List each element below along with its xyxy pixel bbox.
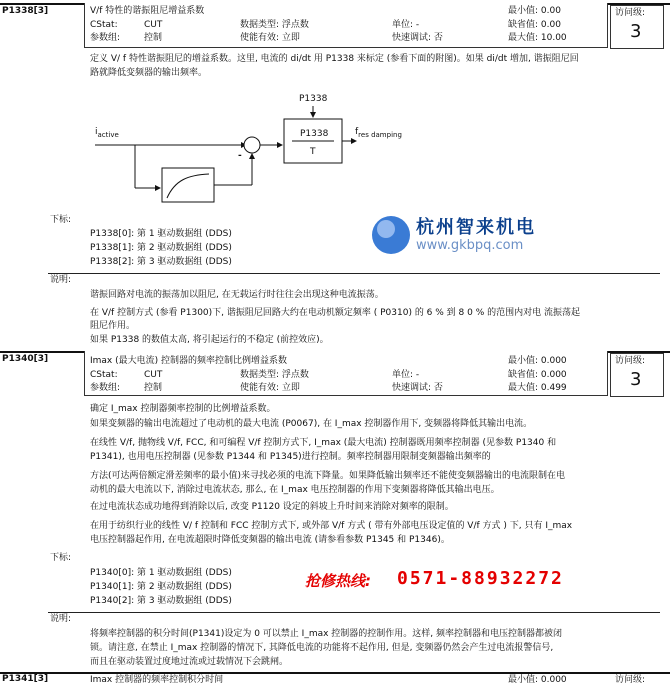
group-value: 控制 (144, 33, 163, 43)
min-value: 最小值: 0.000 (508, 675, 567, 685)
default-value: 缺省值: 0.00 (508, 20, 561, 30)
param-id: P1340[3] (2, 354, 49, 364)
desc-line: P1341), 也用电压控制器 (见参数 P1344 和 P1345)进行控制。频率控制器用限制变频器输出频率的 (90, 452, 491, 462)
datatype: 数据类型: 浮点数 (240, 20, 309, 30)
note-rule (48, 612, 660, 613)
quick-setup: 快速调试: 否 (392, 383, 443, 393)
resonance-damping-diagram (90, 88, 390, 208)
group-label: 参数组: (90, 33, 121, 43)
quick-setup: 快速调试: 否 (392, 33, 443, 43)
access-level-value: 3 (630, 369, 642, 390)
index-item: P1340[1]: 第 2 驱动数据组 (DDS) (90, 582, 232, 592)
unit: 单位: - (392, 370, 420, 380)
access-level-label: 访问级: (615, 675, 646, 685)
enable: 使能有效: 立即 (240, 33, 300, 43)
desc-line: 动机的最大电流以下, 消除过电流状态, 那么, 在 I_max 电压控制器的作用下变频器将降低其输出电压。 (90, 485, 500, 495)
input-label: $i_{active}$ (95, 127, 119, 139)
company-name: 杭州智来机电 (416, 217, 536, 238)
param-title: V/f 特性的谐振阻尼增益系数 (90, 6, 205, 16)
index-item: P1340[0]: 第 1 驱动数据组 (DDS) (90, 568, 232, 578)
output-label: $f_{res damping}$ (355, 127, 402, 139)
access-level-value: 3 (630, 21, 642, 42)
index-label: 下标: (50, 553, 72, 563)
gain-block-top: P1338 (300, 129, 329, 139)
index-item: P1340[2]: 第 3 驱动数据组 (DDS) (90, 596, 232, 606)
enable: 使能有效: 立即 (240, 383, 300, 393)
desc-line: 路就降低变频器的输出频率。 (90, 68, 208, 78)
group-value: 控制 (144, 383, 163, 393)
desc-line: 如果变频器的输出电流超过了电动机的最大电流 (P0067), 在 I_max 控制器作用下, 变频器将降低其输出电流。 (90, 419, 533, 429)
access-level-label: 访问级: (615, 8, 646, 18)
min-value: 最小值: 0.00 (508, 6, 561, 16)
desc-line: 定义 V/ f 特性谐振阻尼的增益系数。这里, 电流的 di/dt 用 P1338 来标定 (参看下面的附图)。如果 di/dt 增加, 谐振阻尼回 (90, 54, 579, 64)
param-title: Imax 控制器的频率控制积分时间 (90, 675, 224, 685)
default-value: 缺省值: 0.000 (508, 370, 567, 380)
note-label: 说明: (50, 275, 72, 285)
group-label: 参数组: (90, 383, 121, 393)
note-label: 说明: (50, 614, 72, 624)
cstat-label: CStat: (90, 370, 118, 380)
note-line: 如果 P1338 的数值太高, 将引起运行的不稳定 (前控效应)。 (90, 335, 329, 345)
summing-junction (244, 137, 260, 153)
min-value: 最小值: 0.000 (508, 356, 567, 366)
desc-line: 方法(可达两倍额定滑差频率的最小值)来寻找必须的电流下降量。如果降低输出频率还不能使变频器输出的电流限制在电 (90, 471, 566, 481)
desc-line: 电压控制器起作用, 在电流超限时降低变频器的输出电流 (请参看参数 P1345 和 P1346)。 (90, 535, 450, 545)
cstat-value: CUT (144, 370, 163, 380)
company-logo-icon (370, 214, 412, 256)
note-rule (48, 273, 660, 274)
datatype: 数据类型: 浮点数 (240, 370, 309, 380)
access-level-label: 访问级: (615, 356, 646, 366)
desc-line: 在用于纺织行业的线性 V/ f 控制和 FCC 控制方式下, 或外部 V/f 方式 ( 带有外部电压设定值的 V/f 方式 ) 下, 只有 I_max (90, 521, 573, 531)
param-id: P1341[3] (2, 674, 49, 684)
note-line: 阻尼作用。 (90, 321, 136, 331)
param-title: Imax (最大电流) 控制器的频率控制比例增益系数 (90, 356, 288, 366)
gain-block-bottom: T (310, 147, 316, 157)
note-line: 而且在驱动装置过度地过流或过载情况下会跳闸。 (90, 657, 289, 667)
hotline-label: 抢修热线: (305, 572, 371, 590)
desc-line: 在线性 V/f, 抛物线 V/f, FCC, 和可编程 V/f 控制方式下, I_max (最大电流) 控制器既用频率控制器 (见参数 P1340 和 (90, 438, 557, 448)
hotline-number: 0571-88932272 (397, 568, 564, 589)
minus-sign: - (238, 151, 242, 161)
desc-line: 在过电流状态成功地得到消除以后, 改变 P1120 设定的斜坡上升时间来消除对频率的限制。 (90, 502, 454, 512)
index-label: 下标: (50, 215, 72, 225)
desc-line: 确定 I_max 控制器频率控制的比例增益系数。 (90, 404, 276, 414)
note-line: 锁。请注意, 在禁止 I_max 控制器的情况下, 其降低电流的功能将不起作用, 但是, 变频器仍然会产生过电流报警信号, (90, 643, 554, 653)
note-line: 在 V/f 控制方式 (参看 P1300)下, 谐振阻尼回路大约在电动机额定频率 ( P0310) 的 6 % 到 8 0 % 的范围内对电 流振荡起 (90, 308, 580, 318)
cstat-label: CStat: (90, 20, 118, 30)
note-line: 将频率控制器的积分时间(P1341)设定为 0 可以禁止 I_max 控制器的控制作用。这样, 频率控制器和电压控制器都被闭 (90, 629, 563, 639)
index-item: P1338[1]: 第 2 驱动数据组 (DDS) (90, 243, 232, 253)
max-value: 最大值: 10.00 (508, 33, 567, 43)
note-line: 谐振回路对电流的振荡加以阻尼, 在无载运行时往往会出现这种电流振荡。 (90, 290, 384, 300)
unit: 单位: - (392, 20, 420, 30)
index-item: P1338[0]: 第 1 驱动数据组 (DDS) (90, 229, 232, 239)
max-value: 最大值: 0.499 (508, 383, 567, 393)
company-url: www.gkbpq.com (416, 238, 524, 253)
cstat-value: CUT (144, 20, 163, 30)
diagram-param-label: P1338 (299, 94, 328, 104)
pt1-block (162, 168, 214, 202)
index-item: P1338[2]: 第 3 驱动数据组 (DDS) (90, 257, 232, 267)
param-id: P1338[3] (2, 6, 49, 16)
